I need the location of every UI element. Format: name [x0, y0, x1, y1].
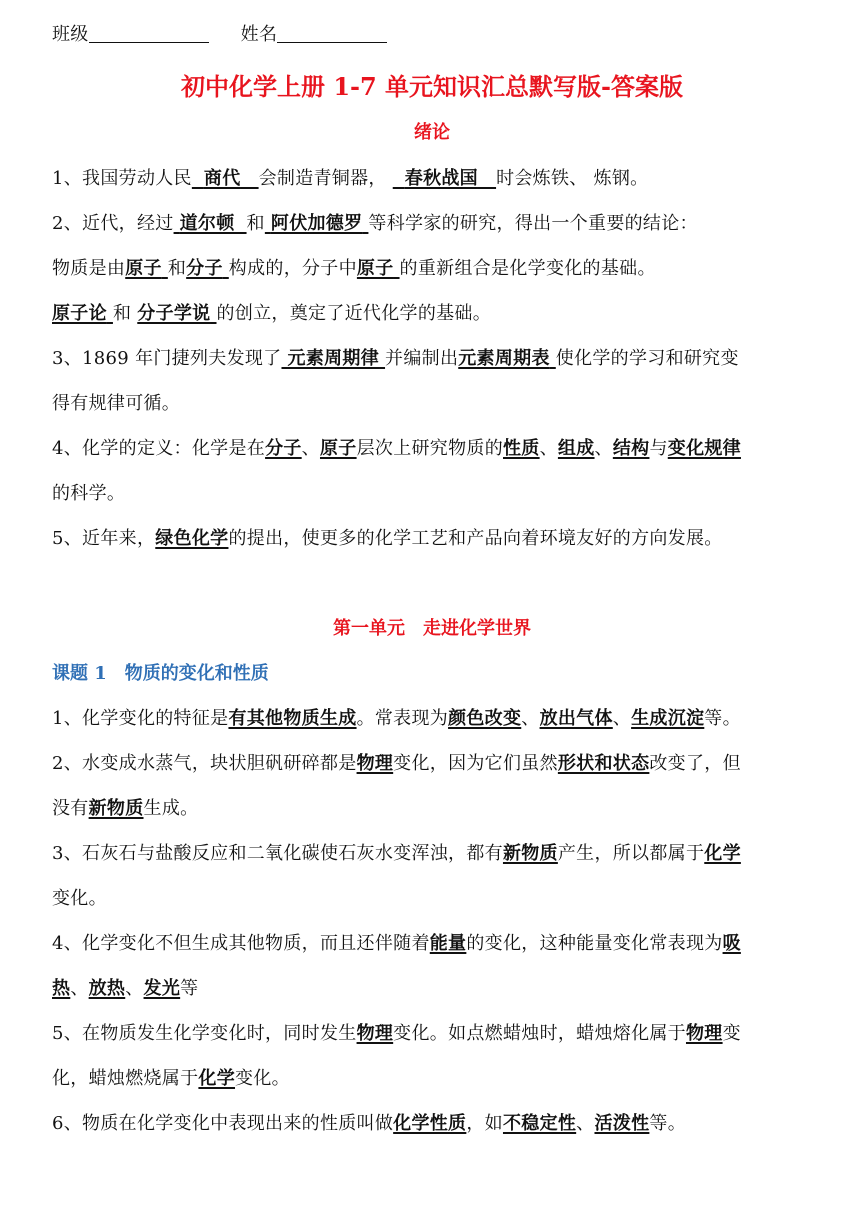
class-label: 班级 [52, 24, 89, 45]
intro-item-4-line-1 [52, 438, 741, 460]
answer: 放热 [88, 978, 126, 999]
intro-item-3-line-1 [52, 348, 739, 370]
unit1-item-3-line-1 [52, 843, 741, 865]
text: 生成。 [143, 798, 199, 819]
answer: 绿色化学 [155, 528, 229, 549]
answer: 颜色改变 [448, 708, 522, 729]
unit1-item-3-line-2 [52, 888, 107, 910]
text: 变 [722, 1023, 741, 1044]
answer: 化学 [198, 1068, 236, 1089]
class-blank[interactable] [89, 24, 209, 43]
text: 3、石灰石与盐酸反应和二氧化碳使石灰水变浑浊，都有 [52, 843, 503, 864]
text: 没有 [52, 798, 89, 819]
name-label: 姓名 [240, 24, 278, 45]
answer: 化学 [704, 843, 741, 864]
answer: 组成 [557, 438, 595, 459]
text: 构成的，分子中 [228, 258, 357, 279]
answer: 新物质 [502, 843, 558, 864]
intro-item-4-line-2 [52, 483, 125, 505]
answer: 化学性质 [393, 1113, 467, 1134]
unit1-heading: 第一单元 走进化学世界 [333, 618, 531, 639]
unit1-item-1 [52, 708, 741, 730]
unit1-item-2-line-1 [52, 753, 741, 775]
answer: 结构 [612, 438, 650, 459]
text: 、 [539, 438, 558, 459]
answer: 形状和状态 [557, 753, 650, 774]
unit1-item-4-line-2 [52, 978, 198, 1000]
answer: 道尔顿 [179, 213, 235, 234]
text: 、 [70, 978, 89, 999]
text: 的科学。 [52, 483, 126, 504]
text: 3、1869 年门捷列夫发现了 [52, 348, 282, 369]
text: 与 [649, 438, 668, 459]
intro-item-3-line-2 [52, 393, 180, 415]
answer: 元素周期律 [287, 348, 380, 369]
answer: 分子 [265, 438, 302, 459]
text: 1、化学变化的特征是 [52, 708, 229, 729]
text: 等。 [649, 1113, 686, 1134]
text: 层次上研究物质的 [356, 438, 503, 459]
text: 物质是由 [52, 258, 126, 279]
intro-heading: 绪论 [414, 122, 450, 143]
text: 和 [167, 258, 187, 279]
answer: 生成沉淀 [631, 708, 705, 729]
answer: 物理 [356, 753, 394, 774]
answer: 原子论 [52, 303, 107, 324]
text: 4、化学的定义：化学是在 [52, 438, 266, 459]
answer: 分子 [186, 258, 223, 279]
text: 、 [612, 708, 632, 729]
text: 并编制出 [385, 348, 459, 369]
unit1-item-5-line-2 [52, 1068, 290, 1090]
text: 、 [301, 438, 320, 459]
text: 2、水变成水蒸气，块状胆矾研碎都是 [52, 753, 357, 774]
lesson-1-heading: 课题 1 物质的变化和性质 [52, 663, 269, 684]
text: 产生，所以都属于 [557, 843, 705, 864]
intro-item-5 [52, 528, 723, 550]
text: 会制造青铜器， [258, 168, 387, 189]
answer: 原子 [125, 258, 162, 279]
unit1-item-2-line-2 [52, 798, 198, 820]
text: 5、近年来， [52, 528, 156, 549]
intro-item-2-line-2 [52, 258, 656, 280]
text: 2、近代，经过 [52, 213, 174, 234]
intro-item-2-line-3 [52, 303, 491, 325]
answer: 热 [52, 978, 71, 999]
text: 等科学家的研究，得出一个重要的结论： [368, 213, 698, 234]
answer: 能量 [429, 933, 467, 954]
unit1-item-4-line-1 [52, 933, 741, 955]
text: 的重新组合是化学变化的基础。 [399, 258, 656, 279]
text: 的创立，奠定了近代化学的基础。 [216, 303, 492, 324]
answer: 活泼性 [594, 1113, 650, 1134]
text: 等 [180, 978, 199, 999]
answer: 性质 [503, 438, 540, 459]
answer: 阿伏加德罗 [270, 213, 363, 234]
answer: 分子学说 [137, 303, 211, 324]
answer: 变化规律 [667, 438, 741, 459]
text: 6、物质在化学变化中表现出来的性质叫做 [52, 1113, 394, 1134]
text: 1、我国劳动人民 [52, 168, 192, 189]
answer: 物理 [685, 1023, 723, 1044]
name-blank[interactable] [277, 24, 387, 43]
page-title: 初中化学上册 1-7 单元知识汇总默写版-答案版 [180, 72, 684, 101]
text: 的提出，使更多的化学工艺和产品向着环境友好的方向发展。 [228, 528, 723, 549]
text: ，如 [466, 1113, 503, 1134]
text: 、 [521, 708, 540, 729]
text: 变化。如点燃蜡烛时，蜡烛熔化属于 [393, 1023, 686, 1044]
text: 改变了，但 [649, 753, 741, 774]
answer: 发光 [143, 978, 181, 999]
text: 5、在物质发生化学变化时，同时发生 [52, 1023, 357, 1044]
answer: 物理 [356, 1023, 394, 1044]
text: 、 [576, 1113, 595, 1134]
text: 变化。 [52, 888, 107, 909]
text: 的变化，这种能量变化常表现为 [466, 933, 723, 954]
text: 和 [246, 213, 265, 234]
answer: 元素周期表 [458, 348, 550, 369]
text: 变化，因为它们虽然 [393, 753, 558, 774]
answer: 原子 [319, 438, 357, 459]
text: 、 [594, 438, 613, 459]
unit1-item-5-line-1 [52, 1023, 741, 1045]
answer: 吸 [722, 933, 741, 954]
unit1-item-6 [52, 1113, 686, 1135]
intro-item-1 [52, 168, 648, 190]
text: 时会炼铁、 炼钢。 [496, 168, 649, 189]
answer: 新物质 [88, 798, 144, 819]
answer: 放出气体 [539, 708, 613, 729]
intro-item-2-line-1 [52, 213, 698, 235]
answer: 不稳定性 [502, 1113, 577, 1134]
answer: 春秋战国 [404, 168, 478, 189]
answer: 原子 [356, 258, 394, 279]
answer: 商代 [203, 168, 241, 189]
answer: 有其他物质生成 [228, 708, 357, 729]
text: 4、化学变化不但生成其他物质，而且还伴随着 [52, 933, 430, 954]
text: 使化学的学习和研究变 [555, 348, 739, 369]
text: 等。 [704, 708, 741, 729]
student-info-line [52, 24, 387, 46]
text: 化，蜡烛燃烧属于 [52, 1068, 199, 1089]
text: 、 [125, 978, 144, 999]
text: 变化。 [235, 1068, 290, 1089]
text: 和 [112, 303, 132, 324]
text: 得有规律可循。 [52, 393, 181, 414]
text: 。常表现为 [356, 708, 449, 729]
